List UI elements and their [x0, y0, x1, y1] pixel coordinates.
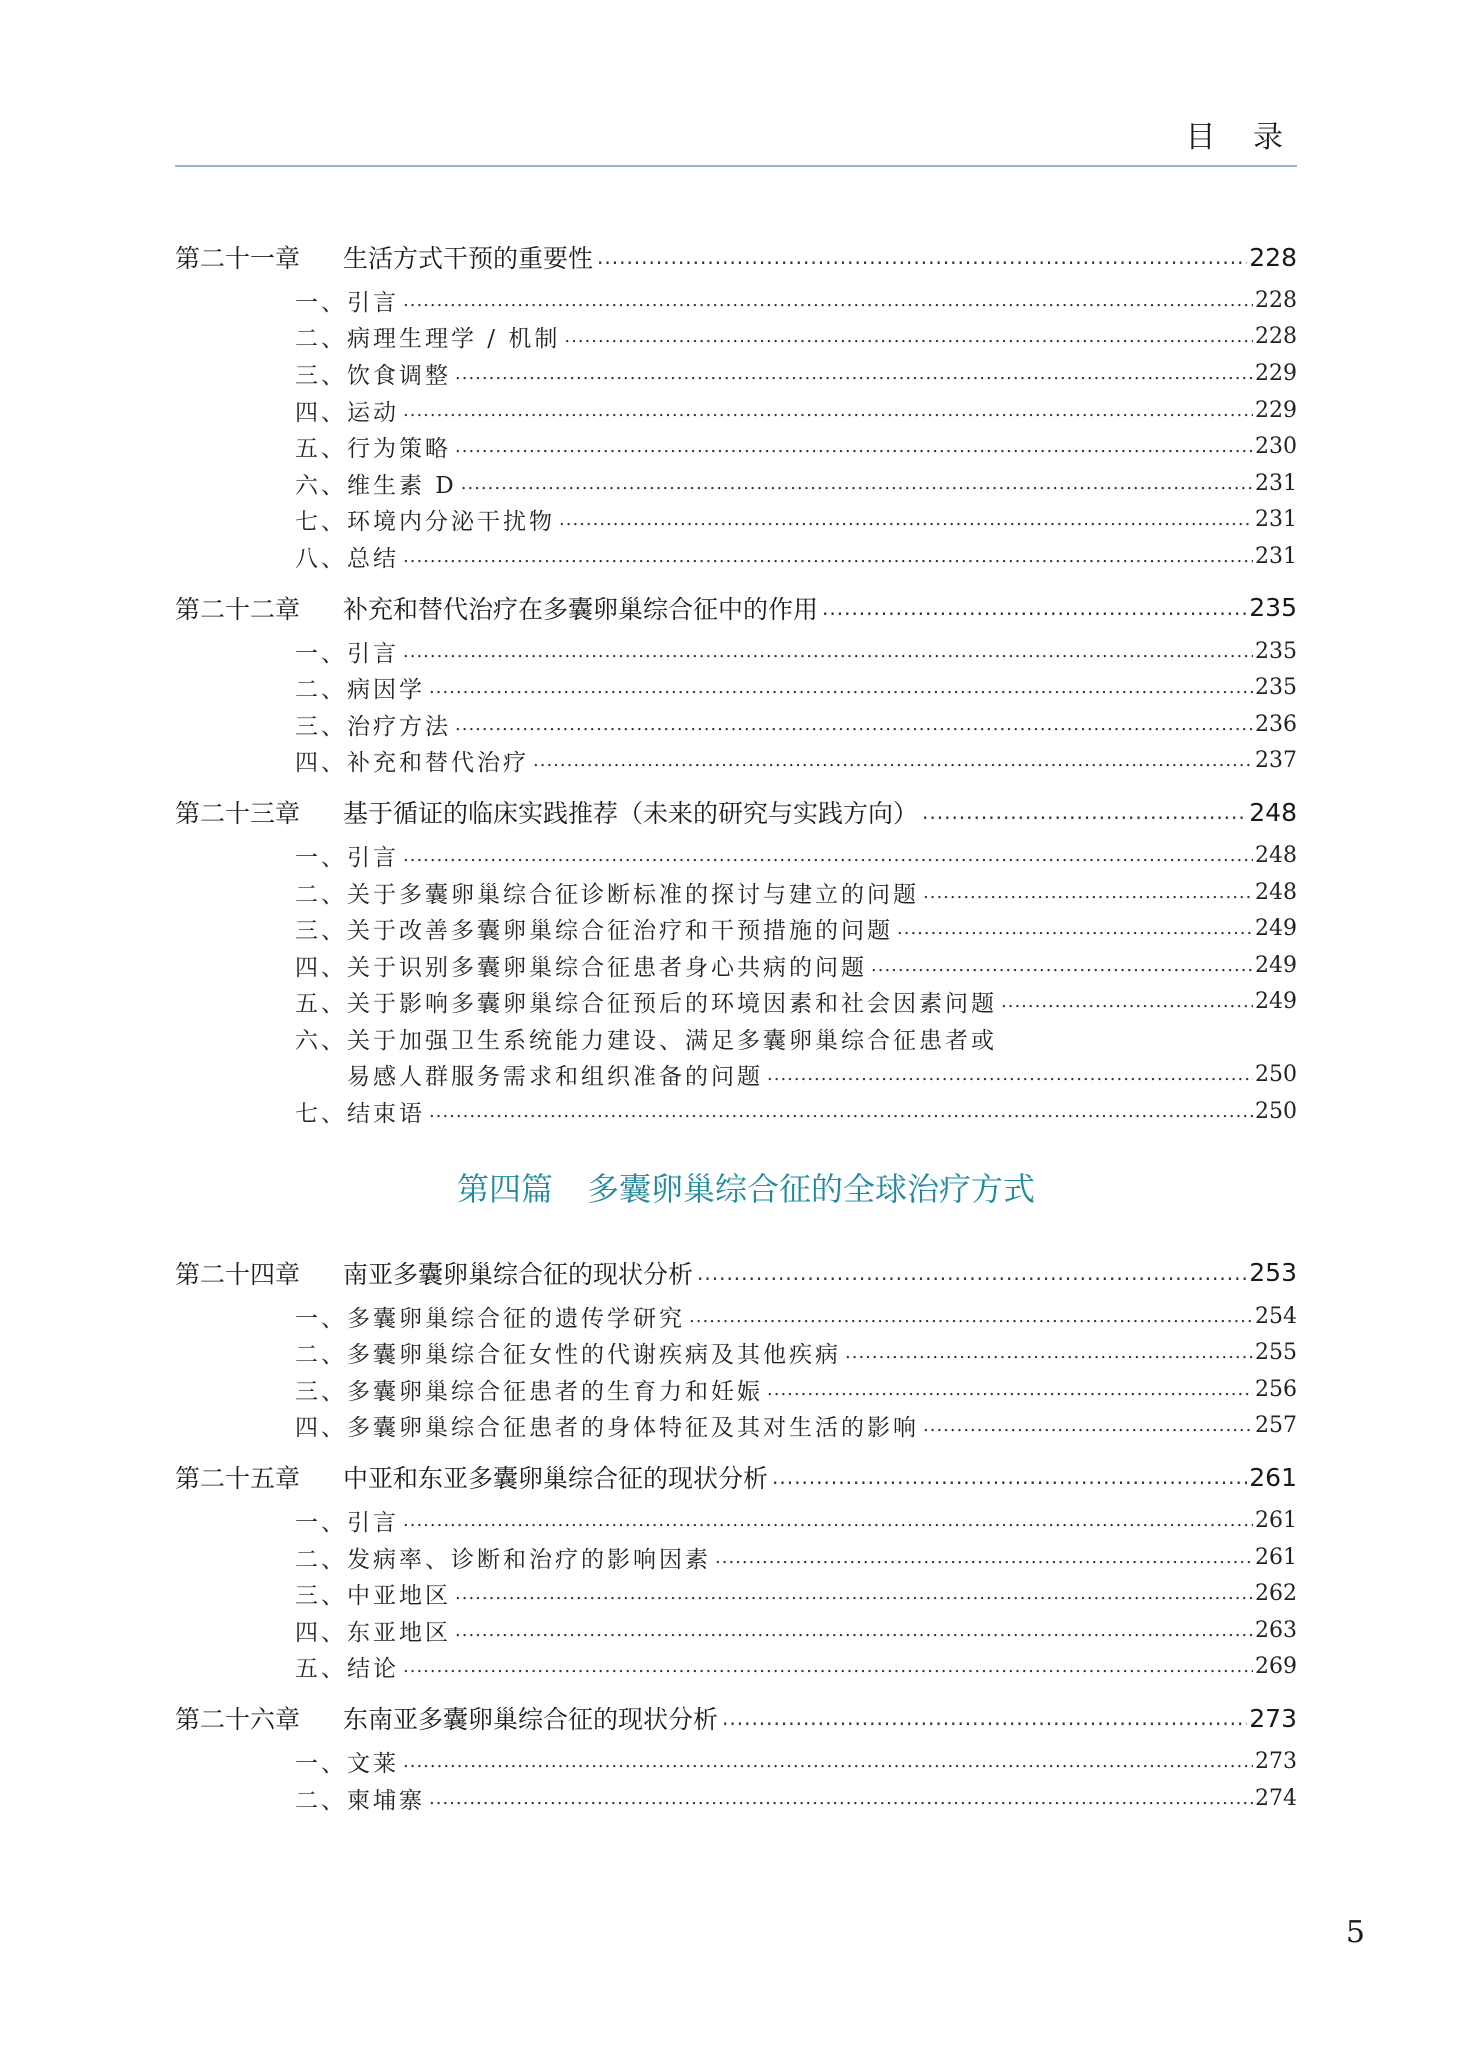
toc-section[interactable] [175, 1093, 1297, 1130]
toc-section[interactable] [175, 1334, 1297, 1371]
toc-section[interactable] [175, 502, 1297, 539]
section-title: 中亚地区 [347, 1583, 451, 1610]
section-page-number: 261 [1255, 1544, 1297, 1570]
dot-leader [403, 400, 1253, 421]
section-title: 环境内分泌干扰物 [347, 509, 555, 536]
dot-leader [923, 882, 1253, 903]
section-page-number: 235 [1255, 638, 1297, 664]
section-title: 文莱 [347, 1751, 399, 1778]
toc-chapter-25[interactable] [175, 1452, 1297, 1502]
section-number: 七、 [295, 509, 347, 536]
section-page-number: 231 [1255, 507, 1297, 533]
toc-section[interactable] [175, 947, 1297, 984]
section-title: 补充和替代治疗 [347, 750, 529, 777]
toc-section[interactable] [175, 874, 1297, 911]
dot-leader [722, 1706, 1247, 1730]
section-page-number: 263 [1255, 1617, 1297, 1643]
section-page-number: 257 [1255, 1413, 1297, 1439]
section-page-number: 231 [1255, 543, 1297, 569]
dot-leader [697, 1261, 1247, 1285]
section-page-number: 255 [1255, 1340, 1297, 1366]
section-number: 四、 [295, 1619, 347, 1646]
toc-section[interactable] [175, 633, 1297, 670]
toc-section[interactable] [175, 1575, 1297, 1612]
section-number: 三、 [295, 1378, 347, 1405]
chapter-title: 生活方式干预的重要性 [343, 244, 594, 273]
section-page-number: 274 [1255, 1785, 1297, 1811]
section-number: 二、 [295, 326, 347, 353]
section-page-number: 249 [1255, 952, 1297, 978]
section-number: 六、 [295, 472, 347, 499]
section-title-continued: 易感人群服务需求和组织准备的问题 [347, 1064, 763, 1091]
section-title: 病因学 [347, 677, 425, 704]
section-number: 一、 [295, 640, 347, 667]
section-title: 结束语 [347, 1101, 425, 1128]
section-title: 关于改善多囊卵巢综合征治疗和干预措施的问题 [347, 918, 893, 945]
section-number: 一、 [295, 289, 347, 316]
part-label: 第四篇 [456, 1169, 553, 1208]
section-title: 总结 [347, 545, 399, 572]
section-page-number: 269 [1255, 1654, 1297, 1680]
dot-leader [923, 1415, 1253, 1436]
toc-section[interactable] [175, 1539, 1297, 1576]
section-title: 东亚地区 [347, 1619, 451, 1646]
dot-leader [455, 1620, 1253, 1641]
section-number: 三、 [295, 918, 347, 945]
chapter-number: 第二十六章 [175, 1705, 301, 1735]
section-page-number: 231 [1255, 470, 1297, 496]
section-number: 三、 [295, 362, 347, 389]
dot-leader [403, 290, 1253, 311]
section-title: 引言 [347, 1510, 399, 1537]
section-number: 四、 [295, 1415, 347, 1442]
section-title: 多囊卵巢综合征女性的代谢疾病及其他疾病 [347, 1342, 841, 1369]
chapter-page-number: 235 [1249, 593, 1297, 623]
section-page-number: 229 [1255, 397, 1297, 423]
chapter-number: 第二十四章 [175, 1259, 301, 1289]
toc-section[interactable] [175, 743, 1297, 780]
section-title: 发病率、诊断和治疗的影响因素 [347, 1546, 711, 1573]
chapter-title: 基于循证的临床实践推荐（未来的研究与实践方向） [343, 799, 919, 829]
section-number: 一、 [295, 844, 347, 871]
section-page-number: 248 [1255, 842, 1297, 868]
section-title: 引言 [347, 289, 399, 316]
dot-leader [429, 677, 1253, 698]
toc-section[interactable] [175, 428, 1297, 465]
dot-leader [403, 1656, 1253, 1677]
part-title: 多囊卵巢综合征的全球治疗方式 [587, 1169, 1036, 1208]
section-number: 二、 [295, 881, 347, 908]
toc-section[interactable] [175, 1612, 1297, 1649]
section-page-number: 236 [1255, 711, 1297, 737]
dot-leader [564, 326, 1253, 347]
section-page-number: 249 [1255, 916, 1297, 942]
section-title: 病理生理学 / 机制 [347, 326, 561, 353]
dot-leader [897, 918, 1253, 939]
dot-leader [845, 1342, 1253, 1363]
dot-leader [559, 509, 1253, 530]
section-page-number: 262 [1255, 1581, 1297, 1607]
toc-section[interactable] [175, 1743, 1297, 1780]
dot-leader [455, 436, 1253, 457]
section-number: 一、 [295, 1510, 347, 1537]
dot-leader [403, 641, 1253, 662]
section-title: 饮食调整 [347, 362, 451, 389]
dot-leader [429, 1101, 1253, 1122]
dot-leader [597, 245, 1247, 269]
section-page-number: 235 [1255, 675, 1297, 701]
section-number: 四、 [295, 750, 347, 777]
section-number: 七、 [295, 1101, 347, 1128]
section-number: 八、 [295, 545, 347, 572]
dot-leader [922, 800, 1247, 824]
section-number: 二、 [295, 1546, 347, 1573]
section-page-number: 228 [1255, 324, 1297, 350]
toc-section[interactable] [175, 910, 1297, 947]
toc-section[interactable] [175, 465, 1297, 502]
section-page-number: 229 [1255, 360, 1297, 386]
section-page-number: 228 [1255, 287, 1297, 313]
dot-leader [772, 1465, 1247, 1489]
section-number: 一、 [295, 1305, 347, 1332]
toc-section[interactable] [175, 706, 1297, 743]
toc-section[interactable] [175, 984, 1297, 1021]
dot-leader [403, 1751, 1253, 1772]
dot-leader [403, 1510, 1253, 1531]
section-number: 二、 [295, 1342, 347, 1369]
section-title: 柬埔寨 [347, 1787, 425, 1814]
chapter-page-number: 261 [1249, 1462, 1297, 1492]
toc-section[interactable] [175, 1502, 1297, 1539]
dot-leader [767, 1064, 1253, 1085]
dot-leader [455, 1583, 1253, 1604]
chapter-number: 第二十三章 [175, 799, 301, 829]
section-title: 治疗方法 [347, 713, 451, 740]
chapter-page-number: 248 [1249, 797, 1297, 827]
table-of-contents [175, 232, 1297, 1816]
section-title: 引言 [347, 640, 399, 667]
toc-section[interactable] [175, 1649, 1297, 1686]
toc-section-multiline[interactable] [175, 1020, 1297, 1093]
dot-leader [403, 546, 1253, 567]
toc-section[interactable] [175, 1408, 1297, 1445]
section-number: 二、 [295, 677, 347, 704]
dot-leader [689, 1306, 1253, 1327]
section-number: 六、 [295, 1027, 347, 1054]
section-page-number: 230 [1255, 434, 1297, 460]
dot-leader [461, 473, 1253, 494]
toc-chapter-24[interactable] [175, 1248, 1297, 1298]
part-heading[interactable] [175, 1130, 1297, 1248]
chapter-title: 东南亚多囊卵巢综合征的现状分析 [343, 1705, 719, 1735]
section-page-number: 237 [1255, 748, 1297, 774]
dot-leader [455, 714, 1253, 735]
toc-chapter-22[interactable] [175, 583, 1297, 633]
section-page-number: 261 [1255, 1508, 1297, 1534]
section-title: 维生素 D [347, 472, 457, 499]
toc-section[interactable] [175, 1298, 1297, 1335]
section-number: 五、 [295, 991, 347, 1018]
toc-section[interactable] [175, 1371, 1297, 1408]
toc-section[interactable] [175, 669, 1297, 706]
dot-leader [767, 1379, 1253, 1400]
toc-section[interactable] [175, 392, 1297, 429]
section-number: 一、 [295, 1751, 347, 1778]
dot-leader [429, 1788, 1253, 1809]
section-title: 关于多囊卵巢综合征诊断标准的探讨与建立的问题 [347, 881, 919, 908]
section-page-number: 248 [1255, 879, 1297, 905]
chapter-page-number: 228 [1249, 242, 1297, 272]
toc-section[interactable] [175, 538, 1297, 575]
section-title: 行为策略 [347, 436, 451, 463]
toc-section[interactable] [175, 319, 1297, 356]
toc-section[interactable] [175, 837, 1297, 874]
dot-leader [403, 845, 1253, 866]
page-header-title: 目 录 [1185, 120, 1297, 155]
chapter-title: 补充和替代治疗在多囊卵巢综合征中的作用 [343, 594, 819, 624]
section-title: 关于加强卫生系统能力建设、满足多囊卵巢综合征患者或 [347, 1027, 997, 1054]
chapter-title: 中亚和东亚多囊卵巢综合征的现状分析 [343, 1464, 769, 1494]
chapter-number: 第二十二章 [175, 594, 301, 624]
section-number: 三、 [295, 713, 347, 740]
header-divider [175, 165, 1297, 167]
chapter-number: 第二十一章 [175, 244, 301, 273]
dot-leader [822, 596, 1247, 620]
chapter-page-number: 273 [1249, 1703, 1297, 1733]
toc-section[interactable] [175, 355, 1297, 392]
toc-section[interactable] [175, 1780, 1297, 1817]
chapter-page-number: 253 [1249, 1258, 1297, 1288]
section-page-number: 273 [1255, 1749, 1297, 1775]
dot-leader [1001, 991, 1253, 1012]
section-number: 三、 [295, 1583, 347, 1610]
section-number: 二、 [295, 1787, 347, 1814]
toc-chapter-21[interactable] [175, 232, 1297, 282]
section-title: 多囊卵巢综合征的遗传学研究 [347, 1305, 685, 1332]
chapter-title: 南亚多囊卵巢综合征的现状分析 [343, 1259, 694, 1289]
section-title: 多囊卵巢综合征患者的生育力和妊娠 [347, 1378, 763, 1405]
section-title: 结论 [347, 1656, 399, 1683]
section-page-number: 250 [1255, 1099, 1297, 1125]
section-number: 四、 [295, 954, 347, 981]
section-number: 四、 [295, 399, 347, 426]
toc-chapter-23[interactable] [175, 787, 1297, 837]
chapter-number: 第二十五章 [175, 1464, 301, 1494]
section-page-number: 256 [1255, 1376, 1297, 1402]
dot-leader [871, 955, 1253, 976]
page-number: 5 [1345, 1915, 1365, 1950]
section-page-number: 250 [1255, 1062, 1297, 1088]
dot-leader [715, 1547, 1253, 1568]
section-page-number: 254 [1255, 1303, 1297, 1329]
section-number: 五、 [295, 1656, 347, 1683]
section-title: 关于影响多囊卵巢综合征预后的环境因素和社会因素问题 [347, 991, 997, 1018]
section-title: 关于识别多囊卵巢综合征患者身心共病的问题 [347, 954, 867, 981]
section-title: 多囊卵巢综合征患者的身体特征及其对生活的影响 [347, 1415, 919, 1442]
section-title: 引言 [347, 844, 399, 871]
toc-chapter-26[interactable] [175, 1693, 1297, 1743]
toc-section[interactable] [175, 282, 1297, 319]
section-number: 五、 [295, 436, 347, 463]
section-page-number: 249 [1255, 989, 1297, 1015]
dot-leader [533, 750, 1253, 771]
dot-leader [455, 363, 1253, 384]
section-title: 运动 [347, 399, 399, 426]
